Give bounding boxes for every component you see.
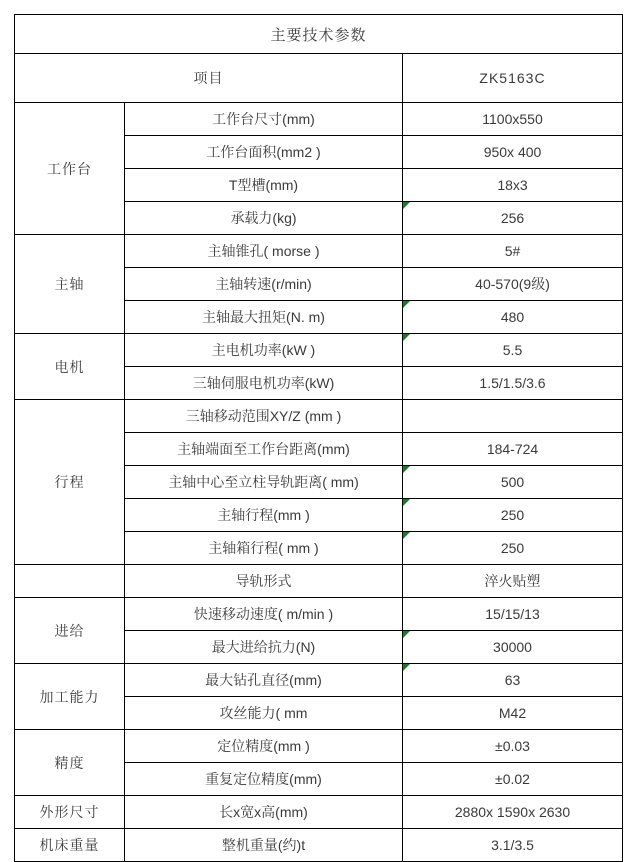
item-cell: 主轴锥孔( morse ) xyxy=(125,235,403,268)
table-row xyxy=(15,334,623,367)
value-text: ±0.03 xyxy=(495,738,530,754)
item-cell: 整机重量(约)t xyxy=(125,829,403,862)
table-row xyxy=(15,235,623,268)
item-cell: 导轨形式 xyxy=(125,565,403,598)
value-text: 184-724 xyxy=(486,441,539,457)
value-cell xyxy=(403,103,623,136)
table-row xyxy=(15,103,623,136)
item-cell: 主轴最大扭矩(N. m) xyxy=(125,301,403,334)
value-cell xyxy=(403,697,623,730)
item-cell: 主轴箱行程( mm ) xyxy=(125,532,403,565)
item-cell: 三轴移动范围XY/Z (mm ) xyxy=(125,400,403,433)
green-triangle-icon xyxy=(403,466,410,473)
item-cell: 承载力(kg) xyxy=(125,202,403,235)
value-cell xyxy=(403,598,623,631)
value-text: 5# xyxy=(504,243,521,259)
value-cell xyxy=(403,466,623,499)
item-cell: 主轴端面至工作台距离(mm) xyxy=(125,433,403,466)
item-cell: 最大进给抗力(N) xyxy=(125,631,403,664)
item-cell: 主电机功率(kW ) xyxy=(125,334,403,367)
group-label-cell: 机床重量 xyxy=(15,829,125,862)
table-title: 主要技术参数 xyxy=(15,15,623,54)
green-triangle-icon xyxy=(403,499,410,506)
green-triangle-icon xyxy=(403,532,410,539)
value-cell xyxy=(403,631,623,664)
group-label-cell: 工作台 xyxy=(15,103,125,235)
value-text: 250 xyxy=(500,540,525,556)
title-row xyxy=(15,15,623,54)
value-cell xyxy=(403,664,623,697)
item-cell: 长x宽x高(mm) xyxy=(125,796,403,829)
value-text: 30000 xyxy=(493,639,532,655)
group-label-cell: 精度 xyxy=(15,730,125,796)
item-cell: T型槽(mm) xyxy=(125,169,403,202)
value-cell xyxy=(403,301,623,334)
item-cell: 主轴行程(mm ) xyxy=(125,499,403,532)
value-text: 5.5 xyxy=(502,342,523,358)
value-text: 256 xyxy=(500,210,525,226)
item-cell: 工作台面积(mm2 ) xyxy=(125,136,403,169)
value-text: 18x3 xyxy=(497,177,528,193)
value-text: 480 xyxy=(500,309,525,325)
value-text: ±0.02 xyxy=(495,771,530,787)
value-text: 250 xyxy=(500,507,525,523)
value-cell xyxy=(403,763,623,796)
table-row xyxy=(15,598,623,631)
item-cell: 快速移动速度( m/min ) xyxy=(125,598,403,631)
green-triangle-icon xyxy=(403,301,410,308)
group-label-cell: 行程 xyxy=(15,400,125,565)
value-text: 淬火贴塑 xyxy=(484,573,541,589)
value-cell xyxy=(403,235,623,268)
table-row xyxy=(15,796,623,829)
value-cell xyxy=(403,367,623,400)
spec-table xyxy=(14,14,623,862)
value-cell xyxy=(403,796,623,829)
group-label-cell xyxy=(15,565,125,598)
value-cell xyxy=(403,565,623,598)
value-cell xyxy=(403,499,623,532)
green-triangle-icon xyxy=(403,664,410,671)
header-model-value: ZK5163C xyxy=(403,54,623,103)
value-text: 63 xyxy=(504,672,521,688)
green-triangle-icon xyxy=(403,334,410,341)
group-label-cell: 加工能力 xyxy=(15,664,125,730)
value-text: 15/15/13 xyxy=(485,606,540,622)
value-cell xyxy=(403,730,623,763)
green-triangle-icon xyxy=(403,202,410,209)
table-row xyxy=(15,565,623,598)
header-row xyxy=(15,54,623,103)
item-cell: 最大钻孔直径(mm) xyxy=(125,664,403,697)
header-item-label: 项目 xyxy=(15,54,403,103)
item-cell: 攻丝能力( mm xyxy=(125,697,403,730)
value-cell xyxy=(403,268,623,301)
value-cell xyxy=(403,136,623,169)
value-text: 1100x550 xyxy=(482,111,543,127)
value-cell xyxy=(403,433,623,466)
value-text: 500 xyxy=(500,474,525,490)
table-row xyxy=(15,730,623,763)
value-cell xyxy=(403,169,623,202)
item-cell: 三轴伺服电机功率(kW) xyxy=(125,367,403,400)
item-cell: 主轴转速(r/min) xyxy=(125,268,403,301)
table-row xyxy=(15,664,623,697)
item-cell: 工作台尺寸(mm) xyxy=(125,103,403,136)
value-text: M42 xyxy=(498,705,527,721)
value-text: 1.5/1.5/3.6 xyxy=(479,375,546,391)
value-text: 2880x 1590x 2630 xyxy=(454,804,571,820)
value-cell xyxy=(403,532,623,565)
green-triangle-icon xyxy=(403,631,410,638)
table-row xyxy=(15,400,623,433)
value-text: 3.1/3.5 xyxy=(491,837,534,853)
group-label-cell: 主轴 xyxy=(15,235,125,334)
value-cell xyxy=(403,202,623,235)
value-cell xyxy=(403,400,623,433)
value-text: 40-570(9级) xyxy=(475,276,550,292)
item-cell: 重复定位精度(mm) xyxy=(125,763,403,796)
table-row xyxy=(15,829,623,862)
value-text: 950x 400 xyxy=(483,144,542,160)
item-cell: 定位精度(mm ) xyxy=(125,730,403,763)
group-label-cell: 外形尺寸 xyxy=(15,796,125,829)
value-cell xyxy=(403,334,623,367)
group-label-cell: 电机 xyxy=(15,334,125,400)
value-cell xyxy=(403,829,623,862)
group-label-cell: 进给 xyxy=(15,598,125,664)
spec-sheet xyxy=(14,14,623,862)
item-cell: 主轴中心至立柱导轨距离( mm) xyxy=(125,466,403,499)
